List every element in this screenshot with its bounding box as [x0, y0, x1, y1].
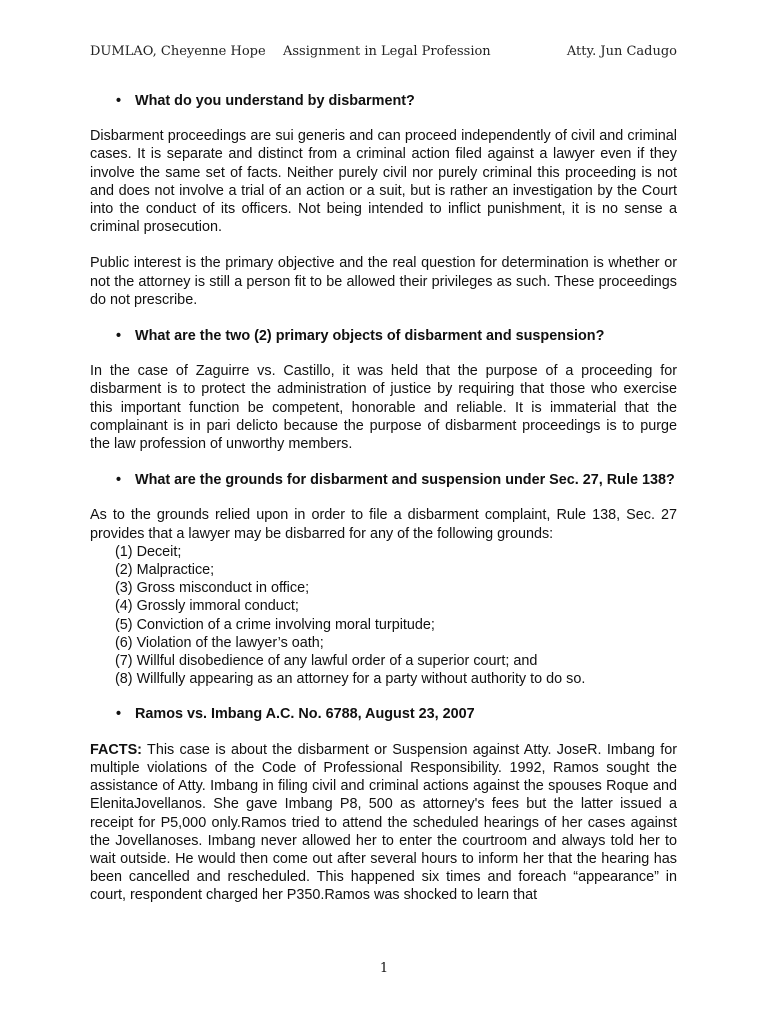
list-item: (6) Violation of the lawyer’s oath; — [115, 634, 324, 651]
instructor-name: Atty. Jun Cadugo — [566, 44, 677, 59]
list-item: (8) Willfully appearing as an attorney for a party without authority to do so. — [115, 671, 586, 688]
question-case-ramos — [90, 705, 677, 723]
page-number: 1 — [379, 961, 389, 976]
list-item: (3) Gross misconduct in office; — [115, 580, 310, 597]
question-text: What do you understand by disbarment? — [135, 93, 415, 109]
facts-label: FACTS: — [90, 741, 142, 758]
question-text: What are the two (2) primary objects of disbarment and suspension? — [135, 328, 605, 345]
facts-text: This case is about the disbarment or Suspension against Atty. JoseR. Imbang for multiple violations of the Code of Professional Responsibility. 1992, Ramos sought the assistance of Atty. Imbang in filing civil and criminal actions against the spouses Roque and ElenitaJovellanos. She gave Imbang P8, 500 as attorney's fees but the latter issued a receipt for P5,000 only.Ramos tried to attend the scheduled hearings of her cases against the Jovellanoses. Imbang never allowed her to enter the courtroom and always told her to wait outside. He would then come out after several hours to inform her that the hearing has been cancelled and rescheduled. This happened six times and foreach “appearance” in court, respondent charged her P350.Ramos was shocked to learn that — [90, 741, 677, 904]
list-item: (4) Grossly immoral conduct; — [115, 598, 299, 615]
question-grounds — [90, 471, 677, 489]
bullet-icon: • — [116, 93, 122, 109]
list-item: (7) Willful disobedience of any lawful order of a superior court; and — [115, 653, 538, 670]
question-primary-objects — [90, 327, 677, 345]
page-header — [90, 44, 677, 64]
facts-paragraph — [90, 741, 677, 905]
paragraph: Public interest is the primary objective and the real question for determination is whether or not the attorney is still a person fit to be allowed their privileges as such. These proceedings do not prescribe. — [90, 255, 677, 308]
bullet-icon: • — [116, 472, 122, 489]
bullet-icon: • — [116, 706, 122, 723]
question-disbarment — [90, 92, 677, 110]
list-item: (5) Conviction of a crime involving moral turpitude; — [115, 616, 435, 633]
list-item: (2) Malpractice; — [115, 562, 215, 579]
student-name: DUMLAO, Cheyenne Hope — [90, 44, 266, 59]
question-text: Ramos vs. Imbang A.C. No. 6788, August 23, 2007 — [135, 706, 475, 723]
list-item: (1) Deceit; — [115, 543, 182, 560]
document-body — [90, 92, 677, 923]
bullet-icon: • — [116, 328, 122, 345]
grounds-list — [115, 543, 677, 689]
paragraph: In the case of Zaguirre vs. Castillo, it was held that the purpose of a proceeding for disbarment is to protect the administration of justice by requiring that those who exercise this important function be competent, honorable and reliable. It is immaterial that the complainant is in pari delicto because the purpose of disbarment proceedings is to purge the law profession of unworthy members. — [90, 363, 677, 453]
paragraph: As to the grounds relied upon in order to file a disbarment complaint, Rule 138, Sec. 27 provides that a lawyer may be disbarred for any of the following grounds: — [90, 507, 677, 542]
paragraph: Disbarment proceedings are sui generis and can proceed independently of civil and criminal cases. It is separate and distinct from a criminal action filed against a lawyer even if they involve the same set of facts. Neither purely civil nor purely criminal this proceeding is not and does not involve a trial of an action or a suit, but is rather an investigation by the Court into the conduct of its officers. Not being intended to inflict punishment, it is no sense a criminal prosecution. — [90, 128, 677, 236]
assignment-title: Assignment in Legal Profession — [283, 44, 491, 59]
question-text: What are the grounds for disbarment and suspension under Sec. 27, Rule 138? — [135, 472, 675, 489]
